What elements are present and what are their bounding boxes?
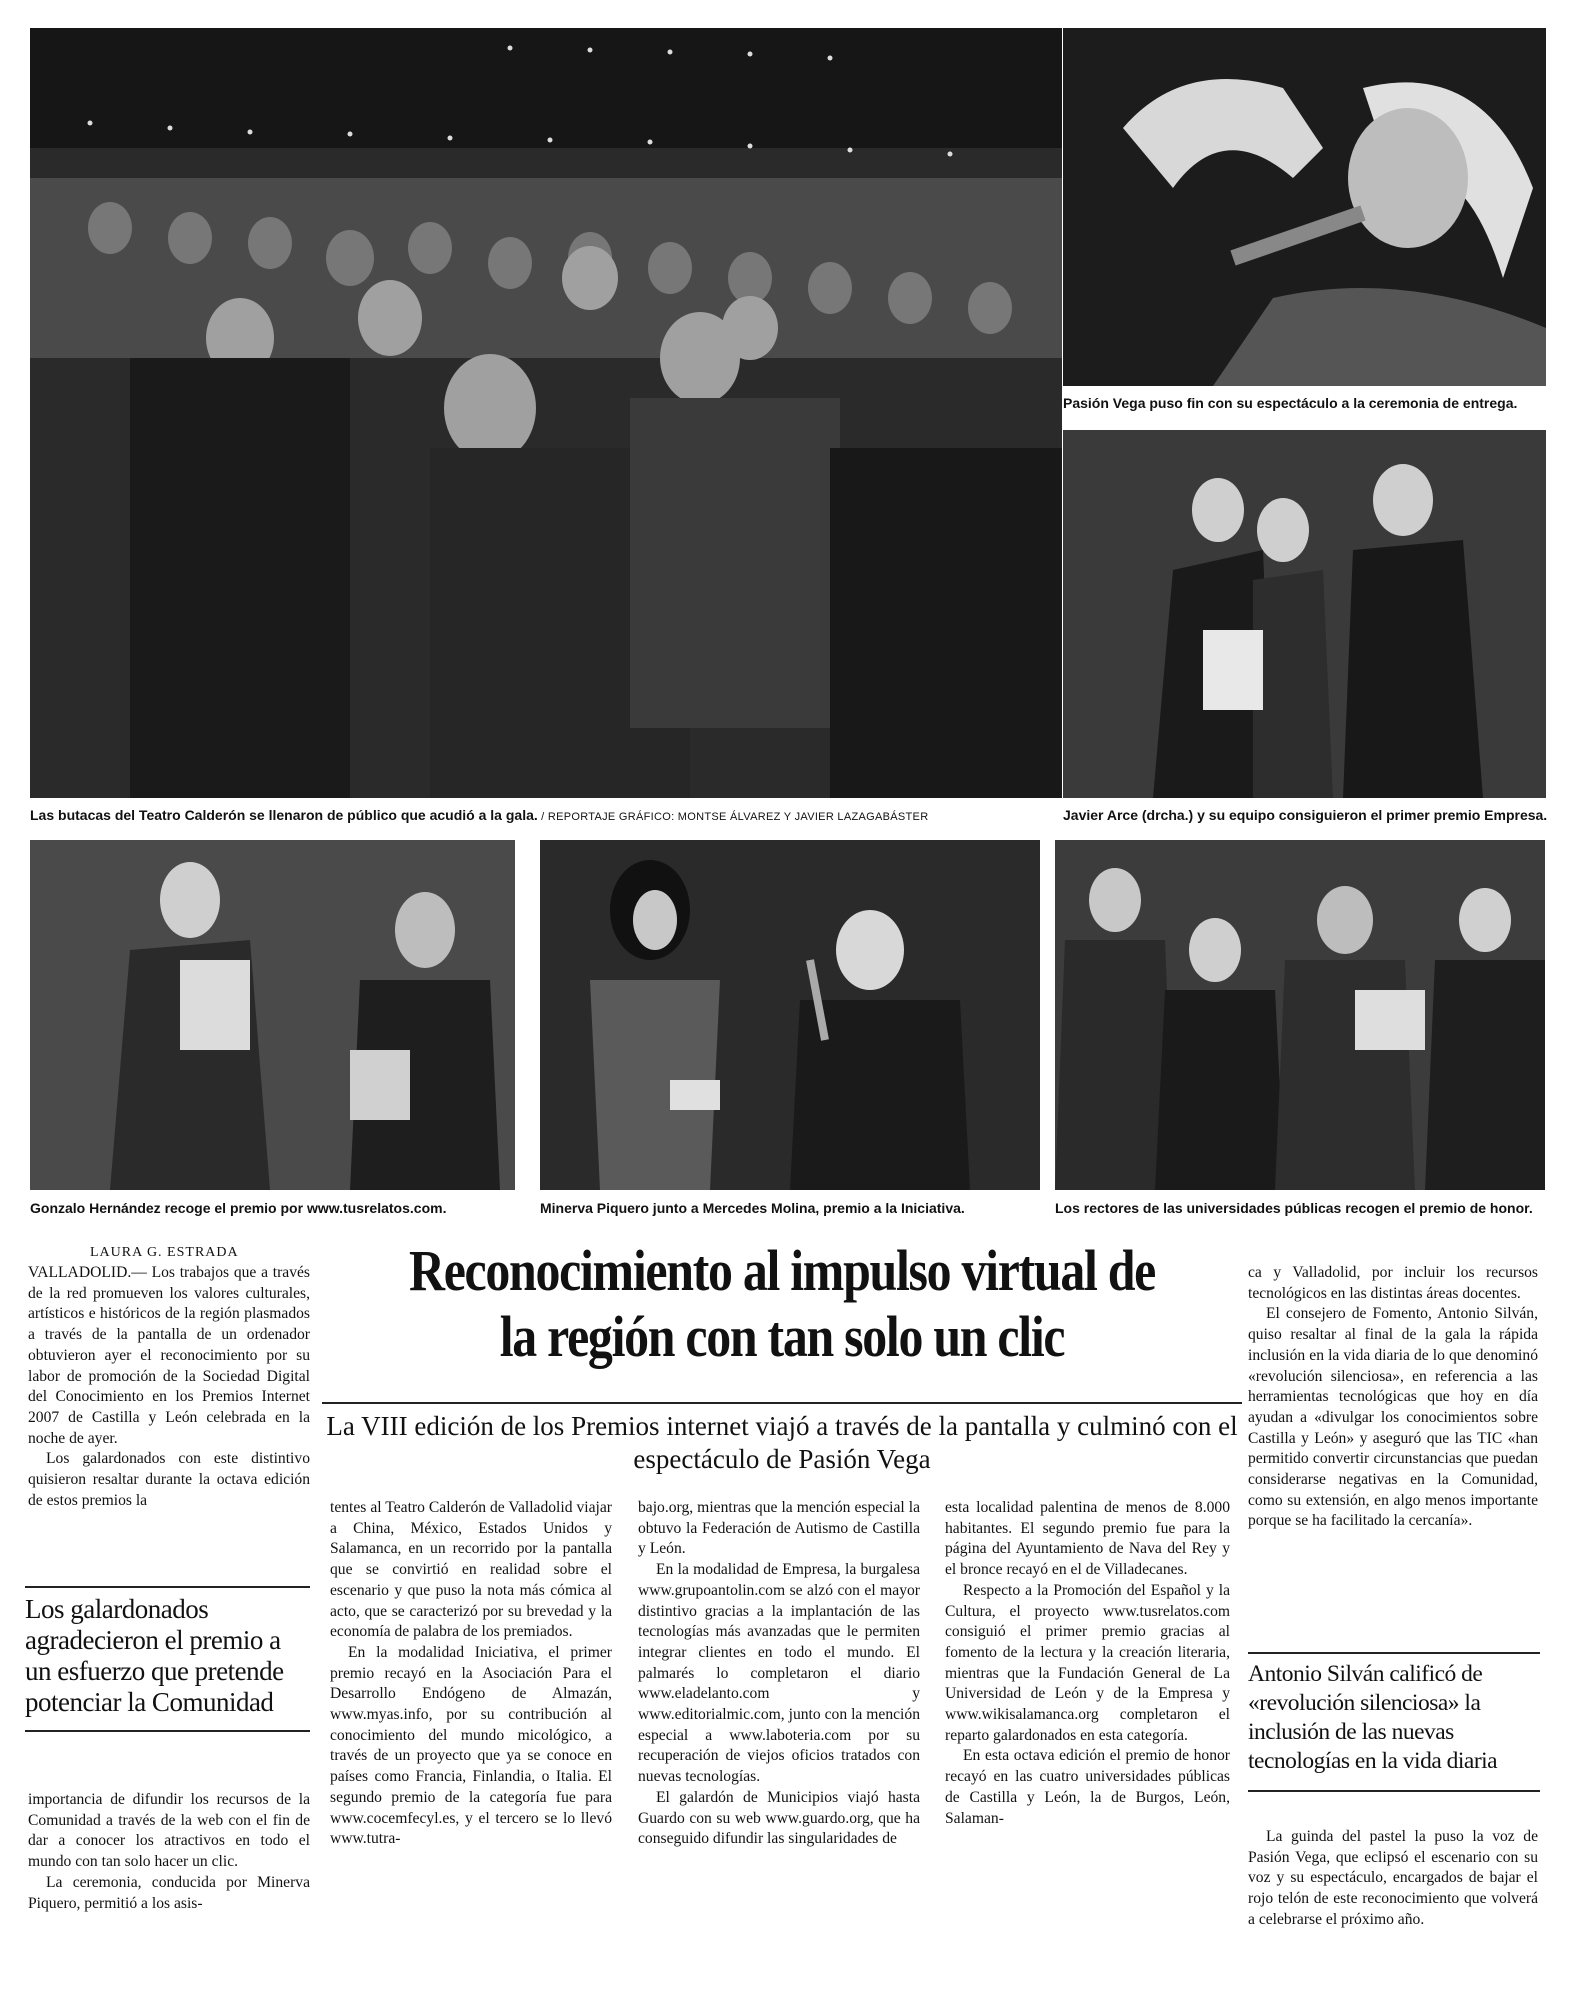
caption-gonzalo bbox=[30, 1199, 446, 1217]
caption-rectores-text: Los rectores de las universidades públicas recogen el premio de honor. bbox=[1055, 1200, 1533, 1216]
caption-minerva bbox=[540, 1199, 965, 1217]
photo-minerva bbox=[540, 840, 1040, 1190]
caption-award-group bbox=[1063, 806, 1547, 824]
col4-paragraph-2: Respecto a la Promoción del Español y la Cultura, el proyecto www.tusrelatos.com consiguió el primer premio gracias al fomento de la lectura y la creación literaria, mientras que la Fundación General de La Universidad de León y de la Empresa y www.wikisalamanca.org completaron el reparto galardonados en esta categoría. bbox=[945, 1581, 1230, 1744]
caption-minerva-text: Minerva Piquero junto a Mercedes Molina, premio a la Iniciativa. bbox=[540, 1200, 965, 1216]
headline: Reconocimiento al impulso virtual de la región con tan solo un clic bbox=[408, 1238, 1156, 1369]
col1-paragraph-2: Los galardonados con este distintivo quisieron resaltar durante la octava edición de estos premios la bbox=[28, 1450, 310, 1509]
caption-audience bbox=[30, 806, 928, 826]
caption-award-group-text: Javier Arce (drcha.) y su equipo consiguieron el primer premio Empresa. bbox=[1063, 807, 1548, 823]
column-4 bbox=[945, 1498, 1230, 1829]
pull-quote-rule-top-right bbox=[1248, 1652, 1540, 1654]
col3-paragraph-1: bajo.org, mientras que la mención especial la obtuvo la Federación de Autismo de Castilla y León. bbox=[638, 1499, 920, 1558]
photo-credit: / REPORTAJE GRÁFICO: MONTSE ÁLVAREZ Y JAVIER LAZAGABÁSTER bbox=[537, 811, 929, 823]
col1-paragraph-1: VALLADOLID.— Los trabajos que a través de la red promueven los valores culturales, artísticos e históricos de la región plasmados a través de la pantalla de un ordenador obtuvieron ayer el reconocimiento por su labor de promoción de la Sociedad Digital del Conocimiento en los Premios Internet 2007 de Castilla y León celebrada en la noche de ayer. bbox=[28, 1264, 310, 1447]
pull-quote-rule-bottom-left bbox=[25, 1730, 310, 1732]
col4-paragraph-3: En esta octava edición el premio de honor recayó en las cuatro universidades públicas de Castilla y León, la de Burgos, León, Salaman- bbox=[945, 1747, 1230, 1827]
column-5-top bbox=[1248, 1263, 1538, 1532]
minerva-illustration bbox=[540, 840, 1040, 1190]
column-1-top bbox=[28, 1263, 310, 1511]
photo-singer bbox=[1063, 28, 1546, 386]
col3-paragraph-2: En la modalidad de Empresa, la burgalesa www.grupoantolin.com se alzó con el mayor distintivo gracias a la implantación de las tecnologías más avanzadas que le permiten integrar clientes en todo el mundo. El palmarés lo completaron el diario www.eladelanto.com y www.editorialmic.com, junto con la mención especial a www.laboteria.com por su recuperación de viejos oficios tratados con nuevas tecnologías. bbox=[638, 1561, 920, 1786]
column-5-bottom bbox=[1248, 1827, 1538, 1931]
headline-rule bbox=[322, 1402, 1242, 1404]
byline: LAURA G. ESTRADA bbox=[90, 1245, 239, 1260]
photo-award-group bbox=[1063, 430, 1546, 798]
caption-audience-text: Las butacas del Teatro Calderón se llenaron de público que acudió a la gala. bbox=[30, 807, 538, 823]
col5-paragraph-3: La guinda del pastel la puso la voz de Pasión Vega, que eclipsó el escenario con su voz y su espectáculo, encargados de bajar el rojo telón de este reconocimiento que volverá a celebrarse el próximo año. bbox=[1248, 1828, 1538, 1928]
col5-paragraph-1: ca y Valladolid, por incluir los recursos tecnológicos en las distintas áreas docentes. bbox=[1248, 1264, 1538, 1302]
column-3 bbox=[638, 1498, 920, 1850]
col2-paragraph-2: En la modalidad Iniciativa, el primer premio recayó en la Asociación Para el Desarrollo Endógeno de Almazán, www.myas.info, por su contribución al conocimiento del mundo micológico, a través de un proyecto que ya se conoce en países como Francia, Finlandia, o Italia. El segundo premio de la categoría fue para www.cocemfecyl.es, y el tercero se lo llevó www.tutra- bbox=[330, 1643, 612, 1848]
pull-quote-rule-bottom-right bbox=[1248, 1790, 1540, 1792]
deck: La VIII edición de los Premios internet viajó a través de la pantalla y culminó con el espectáculo de Pasión Vega bbox=[326, 1411, 1238, 1474]
column-2 bbox=[330, 1498, 612, 1850]
photo-audience bbox=[30, 28, 1062, 798]
column-1-bottom bbox=[28, 1790, 310, 1914]
pull-quote-right: Antonio Silván calificó de «revolución silenciosa» la inclusión de las nuevas tecnologías en la vida diaria bbox=[1248, 1661, 1498, 1774]
singer-illustration bbox=[1063, 28, 1546, 386]
caption-rectores bbox=[1055, 1199, 1533, 1217]
photo-gonzalo bbox=[30, 840, 515, 1190]
pull-quote-rule-top-left bbox=[25, 1586, 310, 1588]
caption-singer bbox=[1063, 394, 1517, 412]
caption-singer-text: Pasión Vega puso fin con su espectáculo a la ceremonia de entrega. bbox=[1063, 395, 1518, 411]
col1-paragraph-3: importancia de difundir los recursos de la Comunidad a través de la web con el fin de dar a conocer los atractivos en todo el mundo con tan solo hacer un clic. bbox=[28, 1791, 310, 1871]
col5-paragraph-2: El consejero de Fomento, Antonio Silván, quiso resaltar al final de la gala la rápida inclusión en la vida diaria de lo que denominó «revolución silenciosa», en referencia a las herramientas tecnológicas que hoy en día ayudan a «divulgar los conocimientos sobre Castilla y León» y aseguró que las TIC «han permitido convertir circunstancias que puedan considerarse negativas en la Comunidad, como su extensión, en algo menos importante porque se ha facilitado la cercanía». bbox=[1248, 1305, 1538, 1530]
pull-quote-left: Los galardonados agradecieron el premio a un esfuerzo que pretende potenciar la Comunidad bbox=[25, 1594, 284, 1717]
col3-paragraph-3: El galardón de Municipios viajó hasta Guardo con su web www.guardo.org, que ha conseguido difundir las singularidades de bbox=[638, 1788, 920, 1848]
gonzalo-illustration bbox=[30, 840, 515, 1190]
caption-gonzalo-text: Gonzalo Hernández recoge el premio por www.tusrelatos.com. bbox=[30, 1200, 447, 1216]
photo-rectores bbox=[1055, 840, 1545, 1190]
col1-paragraph-4: La ceremonia, conducida por Minerva Piquero, permitió a los asis- bbox=[28, 1873, 310, 1912]
rectores-illustration bbox=[1055, 840, 1545, 1190]
award-group-illustration bbox=[1063, 430, 1546, 798]
col4-paragraph-1: esta localidad palentina de menos de 8.000 habitantes. El segundo premio fue para la página del Ayuntamiento de Nava del Rey y el bronce recayó en el de Villadecanes. bbox=[945, 1499, 1230, 1579]
audience-illustration bbox=[30, 28, 1062, 798]
col2-paragraph-1: tentes al Teatro Calderón de Valladolid viajar a China, México, Estados Unidos y Salamanca, en un recorrido por la pantalla que se convirtió en realidad sobre el escenario y que puso la nota más cómica al acto, que se caracterizó por su brevedad y la economía de palabra de los premiados. bbox=[330, 1499, 612, 1641]
